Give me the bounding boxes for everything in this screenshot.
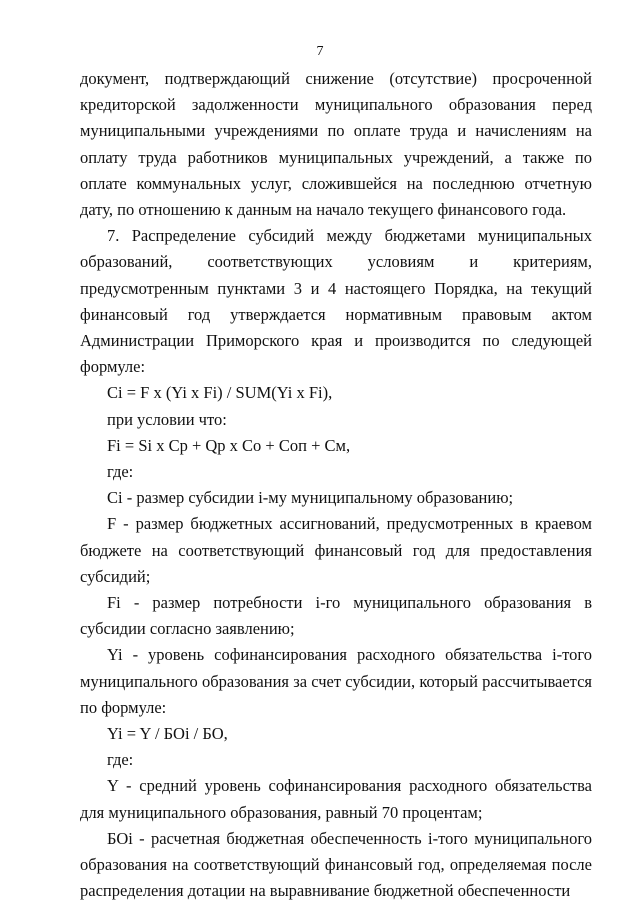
definition-y: Y - средний уровень софинансирования расходного обязательства для муниципального образования, равный 70 процентам;: [80, 776, 592, 822]
formula-yi: Yi = Y / БОi / БО,: [107, 724, 228, 744]
definition-yi: Yi - уровень софинансирования расходного обязательства i-того муниципального образования за счет субсидии, который рассчитывается по формуле:: [80, 645, 592, 717]
formula-fi: Fi = Si x Cp + Qp x Co + Coп + Cм,: [107, 435, 351, 455]
where-label-2: где:: [107, 750, 134, 770]
definition-f: F - размер бюджетных ассигнований, предусмотренных в краевом бюджете на соответствующий финансовый год для предоставления субсидий;: [80, 514, 592, 586]
page-number: 7: [316, 44, 324, 59]
paragraph-document-confirmation: документ, подтверждающий снижение (отсутствие) просроченной кредиторской задолженности муниципального образования перед муниципальными учреждениями по оплате труда и начислениям на оплату труда работников муниципальных учреждений, а также по оплате коммунальных услуг, сложившейся на последнюю отчетную дату, по отношению к данным на начало текущего финансового года.: [80, 69, 592, 220]
definition-boi: БОi - расчетная бюджетная обеспеченность i-того муниципального образования на соответствующий финансовый год, определяемая после распределения дотации на выравнивание бюджетной обеспеченности: [80, 828, 592, 901]
definition-fi: Fi - размер потребности i-го муниципального образования в субсидии согласно заявлению;: [80, 593, 592, 639]
paragraph-7-distribution: 7. Распределение субсидий между бюджетами муниципальных образований, соответствующих условиям и критериям, предусмотренным пунктами 3 и 4 настоящего Порядка, на текущий финансовый год утверждается нормативным правовым актом Администрации Приморского края и производится по следующей формуле:: [80, 226, 592, 377]
definition-ci: Ci - размер субсидии i-му муниципальному образованию;: [107, 488, 514, 508]
condition-label: при условии что:: [107, 409, 227, 429]
formula-ci: Ci = F x (Yi x Fi) / SUM(Yi x Fi),: [107, 383, 333, 403]
document-body: [80, 66, 592, 905]
where-label: где:: [107, 462, 134, 482]
